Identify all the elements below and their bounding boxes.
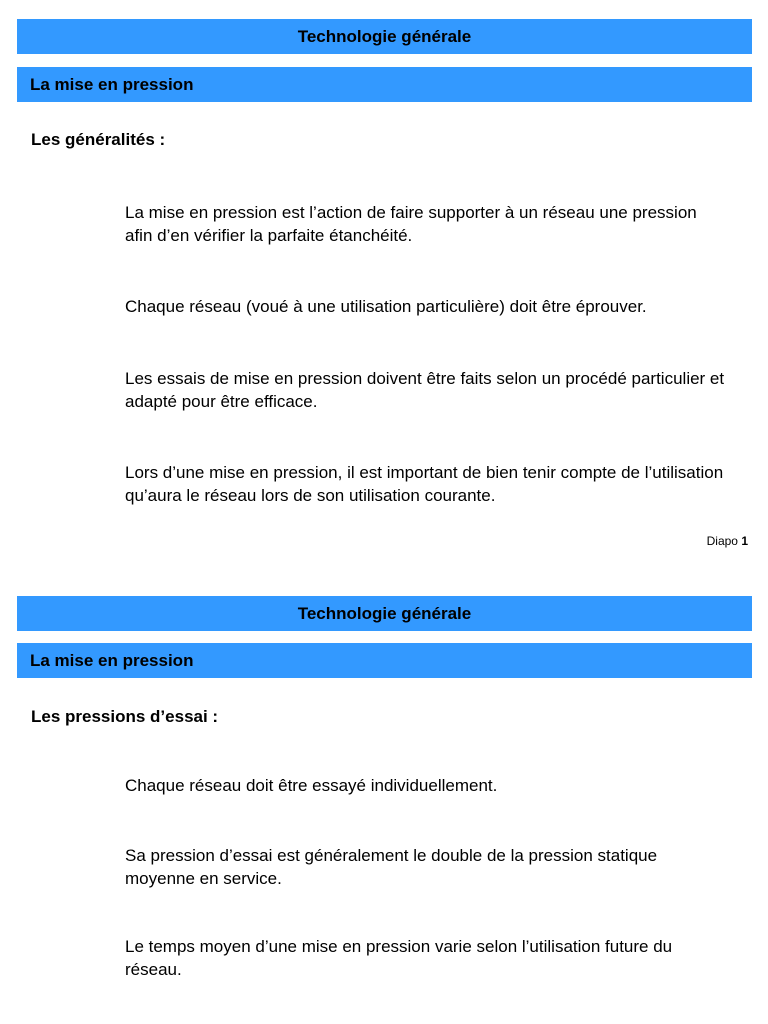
paragraph: Lors d’une mise en pression, il est important de bien tenir compte de l’utilisation qu’aura le réseau lors de son utilisation courante. bbox=[125, 463, 724, 505]
slide-number: 1 bbox=[741, 534, 748, 548]
slide-footer-label: Diapo bbox=[706, 534, 738, 548]
section-heading: Les généralités : bbox=[31, 130, 166, 149]
slide-subtitle-bar bbox=[17, 643, 752, 678]
slide-title-bar bbox=[17, 596, 752, 631]
paragraph: Sa pression d’essai est généralement le double de la pression statique moyenne en service. bbox=[125, 846, 658, 888]
paragraph: Les essais de mise en pression doivent être faits selon un procédé particulier et adapté pour être efficace. bbox=[125, 369, 725, 411]
paragraph: La mise en pression est l’action de faire supporter à un réseau une pression afin d’en vérifier la parfaite étanchéité. bbox=[125, 203, 697, 245]
paragraph: Chaque réseau doit être essayé individuellement. bbox=[125, 776, 498, 795]
paragraph: Chaque réseau (voué à une utilisation particulière) doit être éprouver. bbox=[125, 297, 647, 316]
slide-subtitle: La mise en pression bbox=[30, 651, 194, 670]
slide-subtitle: La mise en pression bbox=[30, 75, 194, 94]
paragraph: Le temps moyen d’une mise en pression varie selon l’utilisation future du réseau. bbox=[125, 937, 673, 979]
slide-title: Technologie générale bbox=[297, 27, 472, 46]
slide-title: Technologie générale bbox=[297, 604, 472, 623]
slide-footer bbox=[707, 534, 748, 548]
section-heading: Les pressions d’essai : bbox=[31, 707, 219, 726]
slide-title-bar bbox=[17, 19, 752, 54]
slide-subtitle-bar bbox=[17, 67, 752, 102]
